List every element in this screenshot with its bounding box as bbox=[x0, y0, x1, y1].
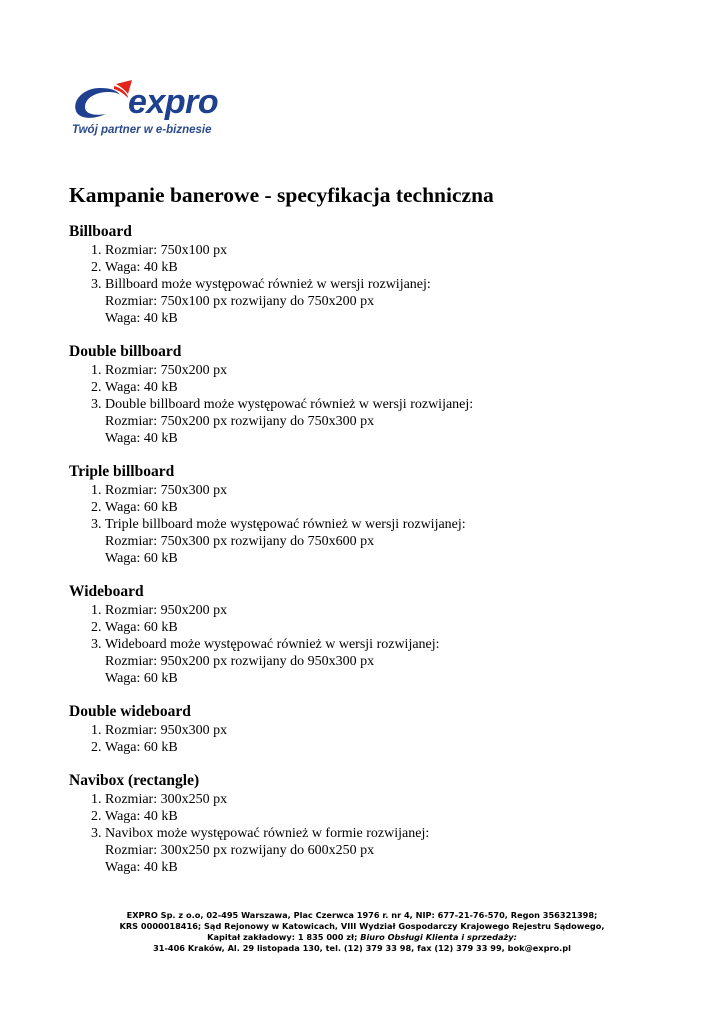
spec-item bbox=[105, 619, 689, 636]
section-title: Triple billboard bbox=[69, 463, 175, 480]
spec-item-text: Waga: 60 kB bbox=[105, 620, 178, 635]
spec-item bbox=[105, 396, 689, 447]
section-title: Navibox (rectangle) bbox=[69, 772, 200, 789]
footer-office-label: Biuro Obsługi Klienta i sprzedaży: bbox=[360, 932, 517, 942]
spec-item bbox=[105, 259, 689, 276]
spec-item bbox=[105, 722, 689, 739]
logo-wordmark: expro bbox=[128, 83, 219, 121]
spec-item bbox=[105, 636, 689, 687]
spec-item-text: Rozmiar: 950x200 px bbox=[105, 603, 228, 618]
section-title: Billboard bbox=[69, 223, 132, 240]
spec-subline: Waga: 40 kB bbox=[105, 860, 178, 875]
footer-line-1: EXPRO Sp. z o.o, 02-495 Warszawa, Plac Czerwca 1976 r. nr 4, NIP: 677-21-76-570, Regon 356321398; bbox=[126, 910, 598, 920]
spec-item-text: Waga: 40 kB bbox=[105, 809, 178, 824]
spec-list bbox=[69, 362, 689, 447]
section-title: Wideboard bbox=[69, 583, 144, 600]
spec-subline: Waga: 40 kB bbox=[105, 431, 178, 446]
spec-item bbox=[105, 516, 689, 567]
spec-item bbox=[105, 808, 689, 825]
spec-subline: Rozmiar: 750x100 px rozwijany do 750x200 px bbox=[105, 294, 375, 309]
spec-subline: Waga: 60 kB bbox=[105, 551, 178, 566]
spec-list bbox=[69, 242, 689, 327]
section-title: Double wideboard bbox=[69, 703, 191, 720]
footer-line-3 bbox=[0, 932, 724, 943]
spec-item bbox=[105, 482, 689, 499]
spec-item-text: Double billboard może występować również w wersji rozwijanej: bbox=[105, 397, 474, 412]
spec-section bbox=[69, 462, 689, 567]
spec-subline: Rozmiar: 950x200 px rozwijany do 950x300 px bbox=[105, 654, 375, 669]
spec-item bbox=[105, 739, 689, 756]
spec-item-text: Rozmiar: 300x250 px bbox=[105, 792, 228, 807]
footer-line-4: 31-406 Kraków, Al. 29 listopada 130, tel. (12) 379 33 98, fax (12) 379 33 99, bok@expro.pl bbox=[153, 943, 571, 953]
expro-logo bbox=[70, 78, 240, 144]
spec-subline: Rozmiar: 300x250 px rozwijany do 600x250 px bbox=[105, 843, 375, 858]
spec-subline: Waga: 40 kB bbox=[105, 311, 178, 326]
page-title: Kampanie banerowe - specyfikacja techniczna bbox=[69, 183, 494, 207]
spec-item bbox=[105, 242, 689, 259]
spec-item bbox=[105, 791, 689, 808]
spec-content bbox=[69, 222, 689, 891]
spec-item-text: Triple billboard może występować również w wersji rozwijanej: bbox=[105, 517, 466, 532]
spec-item-text: Waga: 40 kB bbox=[105, 380, 178, 395]
company-footer bbox=[0, 910, 724, 954]
spec-item-text: Waga: 60 kB bbox=[105, 500, 178, 515]
spec-subline: Rozmiar: 750x200 px rozwijany do 750x300 px bbox=[105, 414, 375, 429]
section-title: Double billboard bbox=[69, 343, 182, 360]
spec-subline: Waga: 60 kB bbox=[105, 671, 178, 686]
spec-item-text: Waga: 40 kB bbox=[105, 260, 178, 275]
spec-subline: Rozmiar: 750x300 px rozwijany do 750x600 px bbox=[105, 534, 375, 549]
spec-item bbox=[105, 499, 689, 516]
spec-item-text: Navibox może występować również w formie rozwijanej: bbox=[105, 826, 430, 841]
spec-section bbox=[69, 582, 689, 687]
spec-item-text: Wideboard może występować również w wersji rozwijanej: bbox=[105, 637, 440, 652]
spec-item bbox=[105, 379, 689, 396]
spec-section bbox=[69, 702, 689, 756]
spec-list bbox=[69, 791, 689, 876]
spec-item bbox=[105, 825, 689, 876]
spec-list bbox=[69, 482, 689, 567]
footer-capital: Kapitał zakładowy: 1 835 000 zł; bbox=[207, 932, 361, 942]
spec-item bbox=[105, 276, 689, 327]
spec-item-text: Billboard może występować również w wersji rozwijanej: bbox=[105, 277, 431, 292]
spec-section bbox=[69, 222, 689, 327]
logo-tagline: Twój partner w e-biznesie bbox=[72, 124, 212, 136]
spec-item bbox=[105, 602, 689, 619]
spec-item-text: Rozmiar: 950x300 px bbox=[105, 723, 228, 738]
spec-item bbox=[105, 362, 689, 379]
spec-item-text: Rozmiar: 750x200 px bbox=[105, 363, 228, 378]
spec-list bbox=[69, 722, 689, 756]
spec-item-text: Rozmiar: 750x300 px bbox=[105, 483, 228, 498]
spec-item-text: Rozmiar: 750x100 px bbox=[105, 243, 228, 258]
spec-section bbox=[69, 342, 689, 447]
spec-item-text: Waga: 60 kB bbox=[105, 740, 178, 755]
spec-list bbox=[69, 602, 689, 687]
footer-line-2: KRS 0000018416; Sąd Rejonowy w Katowicach, VIII Wydział Gospodarczy Krajowego Rejestru Sądowego, bbox=[119, 921, 605, 931]
spec-section bbox=[69, 771, 689, 876]
